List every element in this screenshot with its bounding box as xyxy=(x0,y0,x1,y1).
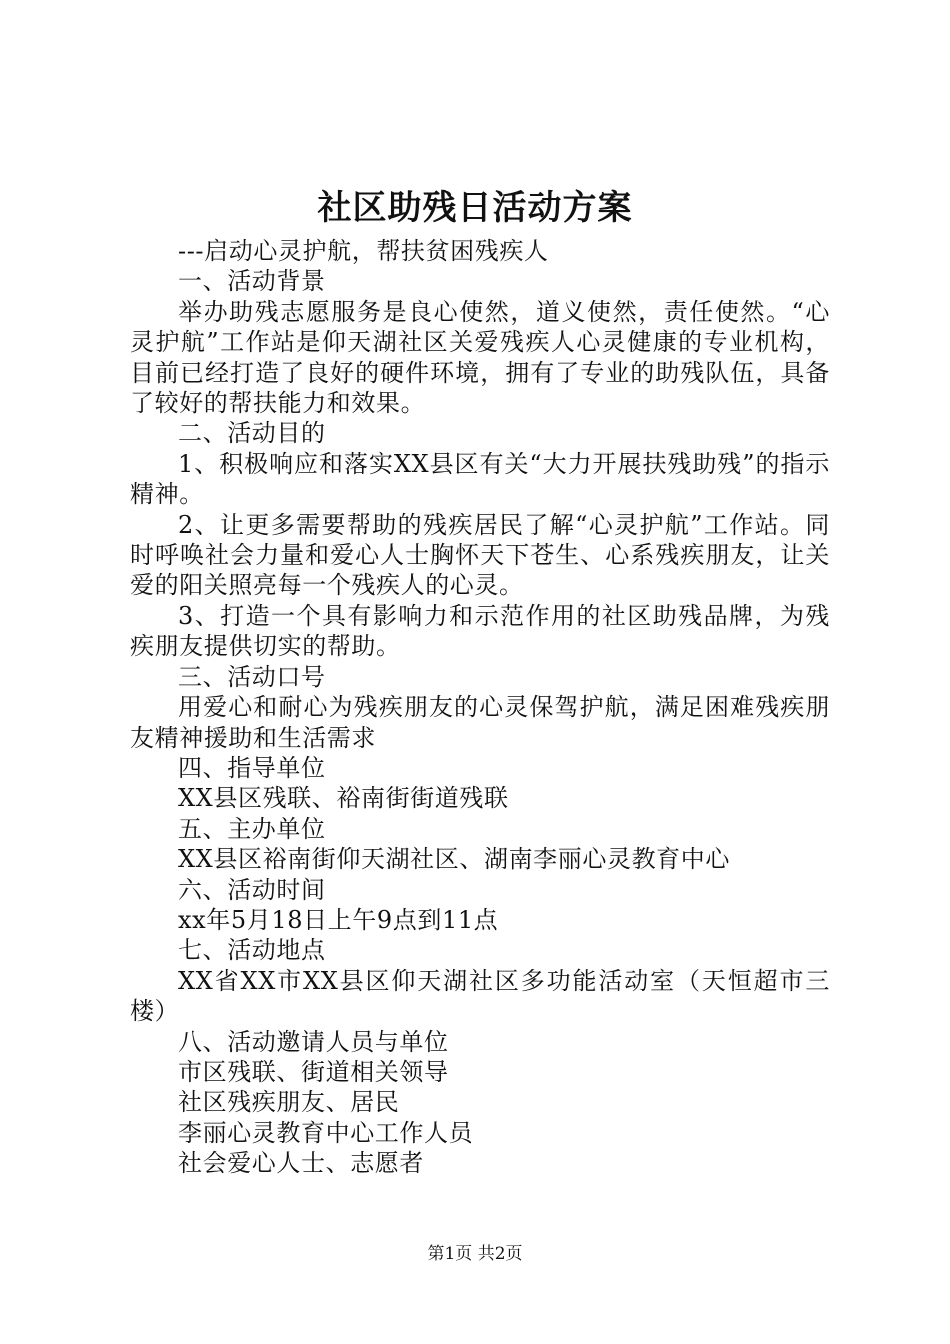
section-heading-guidance: 四、指导单位 xyxy=(178,753,326,782)
paragraph-invitee-2: 社区残疾朋友、居民 xyxy=(178,1088,400,1117)
document-title: 社区助残日活动方案 xyxy=(317,188,633,228)
section-heading-location: 七、活动地点 xyxy=(178,936,326,965)
paragraph-background: 举办助残志愿服务是良心使然，道义使然，责任使然。“心灵护航”工作站是仰天湖社区关爱残疾人心灵健康的专业机构，目前已经打造了良好的硬件环境，拥有了专业的助残队伍，具备了较好的帮扶能力和效果。 xyxy=(130,297,830,418)
paragraph-organizer: XX县区裕南街仰天湖社区、湖南李丽心灵教育中心 xyxy=(178,845,730,874)
paragraph-slogan: 用爱心和耐心为残疾朋友的心灵保驾护航，满足困难残疾朋友精神援助和生活需求 xyxy=(130,693,830,752)
page-number-footer: 第1页 共2页 xyxy=(427,1244,523,1264)
paragraph-purpose-2: 2、让更多需要帮助的残疾居民了解“心灵护航”工作站。同时呼唤社会力量和爱心人士胸怀天下苍生、心系残疾朋友，让关爱的阳关照亮每一个残疾人的心灵。 xyxy=(130,510,830,600)
section-heading-purpose: 二、活动目的 xyxy=(178,419,326,448)
paragraph-purpose-3: 3、打造一个具有影响力和示范作用的社区助残品牌，为残疾朋友提供切实的帮助。 xyxy=(130,601,830,661)
section-heading-organizer: 五、主办单位 xyxy=(178,814,326,843)
paragraph-invitee-4: 社会爱心人士、志愿者 xyxy=(178,1149,424,1178)
section-heading-slogan: 三、活动口号 xyxy=(178,662,326,691)
section-heading-background: 一、活动背景 xyxy=(178,267,326,296)
paragraph-invitee-3: 李丽心灵教育中心工作人员 xyxy=(178,1118,474,1147)
paragraph-invitee-1: 市区残联、街道相关领导 xyxy=(178,1057,449,1086)
paragraph-time: xx年5月18日上午9点到11点 xyxy=(178,905,499,934)
document-body xyxy=(130,236,830,1179)
subtitle-line: ---启动心灵护航，帮扶贫困残疾人 xyxy=(178,237,549,265)
paragraph-purpose-1: 1、积极响应和落实XX县区有关“大力开展扶残助残”的指示精神。 xyxy=(130,449,830,509)
section-heading-time: 六、活动时间 xyxy=(178,875,326,904)
paragraph-location: XX省XX市XX县区仰天湖社区多功能活动室（天恒超市三楼） xyxy=(130,966,830,1026)
paragraph-guidance: XX县区残联、裕南街街道残联 xyxy=(178,784,509,813)
section-heading-invitees: 八、活动邀请人员与单位 xyxy=(178,1027,449,1056)
